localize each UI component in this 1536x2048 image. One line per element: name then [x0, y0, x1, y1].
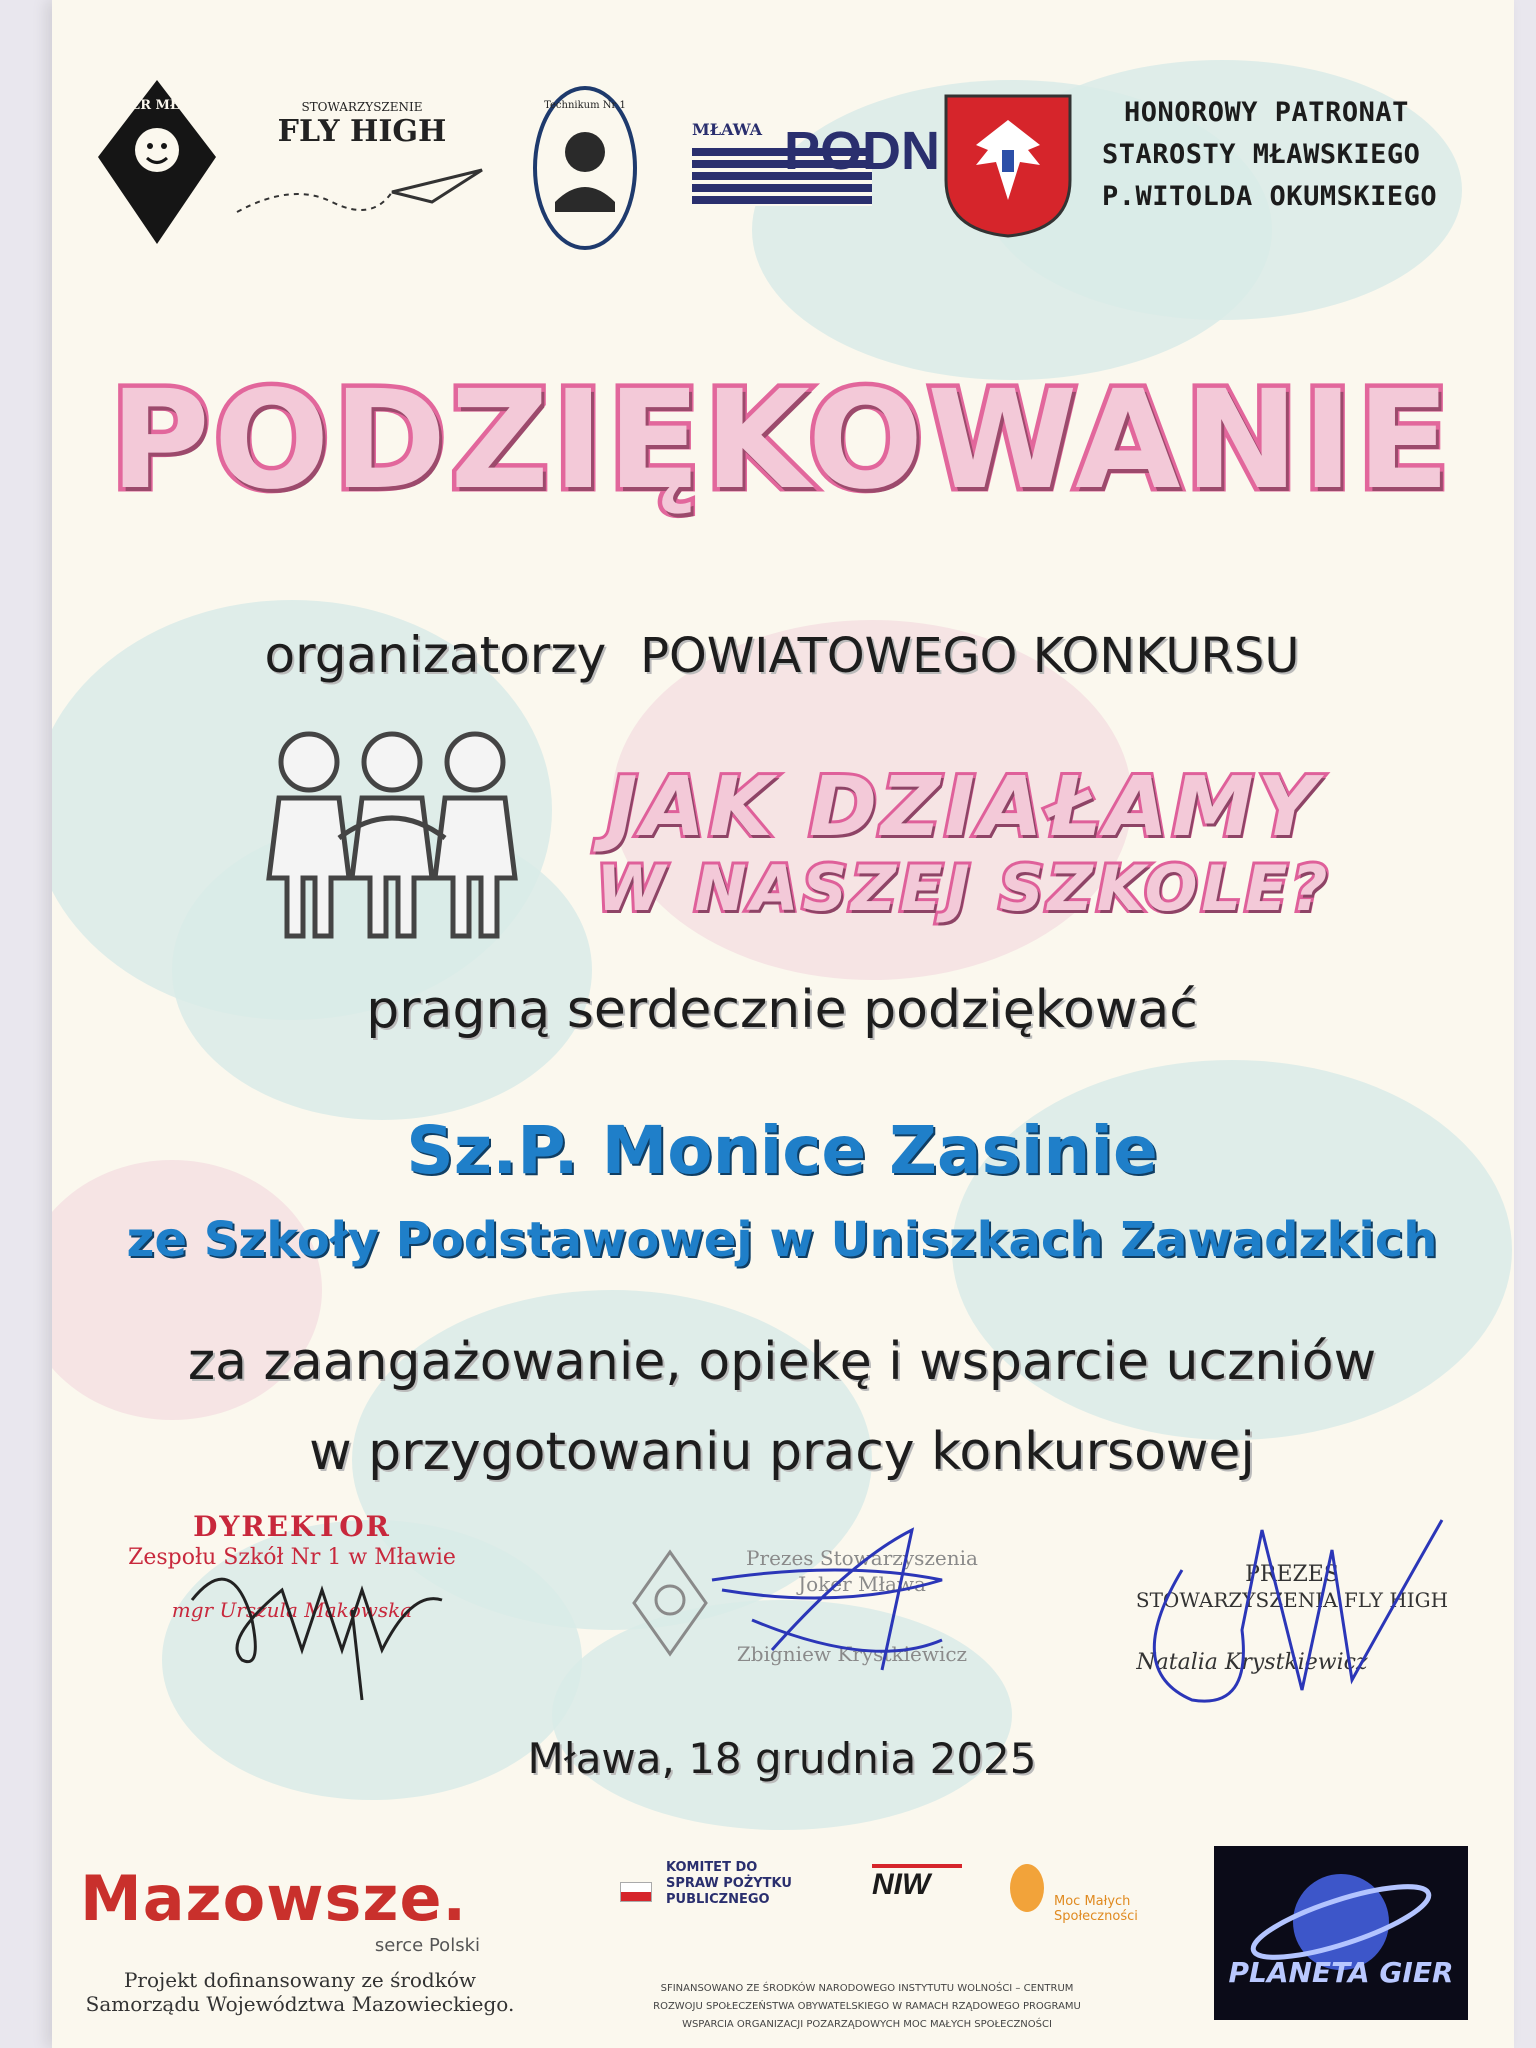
small-print-line2: ROZWOJU SPOŁECZEŃSTWA OBYWATELSKIEGO W RAMACH RZĄDOWEGO PROGRAMU — [653, 2001, 1081, 2012]
podn-logo-small: MŁAWA — [692, 120, 763, 139]
flyhigh-signer-title: PREZES — [1245, 1562, 1339, 1587]
planeta-gier-logo — [1214, 1846, 1468, 2020]
organizers-prefix: organizatorzy — [264, 626, 607, 684]
funding-small-print — [532, 1980, 1202, 2034]
recipient-name: Sz.P. Monice Zasinie — [406, 1112, 1158, 1189]
paper-plane-icon — [232, 152, 492, 222]
reason-line2: w przygotowaniu pracy konkursowej — [309, 1422, 1255, 1482]
mazowsze-tagline: serce Polski — [374, 1935, 480, 1956]
podn-logo-main: PODN — [784, 121, 941, 181]
flyhigh-signer-org: STOWARZYSZENIA FLY HIGH — [1135, 1588, 1449, 1612]
director-signature-scribble — [112, 1510, 472, 1710]
reason-line1: za zaangażowanie, opiekę i wsparcie uczniów — [187, 1332, 1377, 1392]
director-org: Zespołu Szkół Nr 1 w Mławie — [128, 1545, 456, 1570]
flyhigh-logo — [232, 100, 492, 220]
planet-icon — [1214, 1846, 1468, 2020]
komitet-flag-icon — [620, 1882, 652, 1902]
technikum-logo — [530, 82, 640, 254]
director-signature-block — [112, 1510, 472, 1710]
joker-signer-org: Joker Mława — [798, 1572, 926, 1596]
powiat-coat-of-arms — [940, 90, 1076, 240]
people-group-icon — [257, 728, 527, 942]
organizers-line — [112, 626, 1452, 684]
patronage-line2: STAROSTY MŁAWSKIEGO — [1102, 139, 1421, 170]
technikum-logo-text: Technikum Nr 1 — [544, 100, 626, 111]
niw-logo-text: NIW — [872, 1864, 962, 1902]
small-print-line1: SFINANSOWANO ZE ŚRODKÓW NARODOWEGO INSTYTUTU WOLNOŚCI – CENTRUM — [660, 1983, 1074, 1994]
podn-logo — [692, 120, 942, 210]
thanks-line: pragną serdecznie podziękować — [366, 980, 1198, 1040]
date-line: Mława, 18 grudnia 2025 — [527, 1734, 1037, 1783]
director-name: mgr Urszula Makowska — [171, 1598, 413, 1622]
recipient-school: ze Szkoły Podstawowej w Uniszkach Zawadzkich — [126, 1212, 1438, 1268]
three-people-icon — [257, 728, 527, 942]
niw-logo — [872, 1864, 962, 1924]
small-print-line3: WSPARCIA ORGANIZACJI POZARZĄDOWYCH MOC MAŁYCH SPOŁECZNOŚCI — [682, 2019, 1052, 2030]
joker-logo — [92, 72, 222, 252]
honorary-patronage — [1102, 92, 1502, 218]
flyhigh-logo-top: STOWARZYSZENIE — [301, 100, 423, 114]
contest-name-line1: JAK DZIAŁAMY — [606, 760, 1322, 855]
eagle-shield-icon — [940, 90, 1076, 240]
mazowsze-wordmark: Mazowsze. — [80, 1862, 468, 1935]
moc-logo-text: Moc Małych Społeczności — [1054, 1894, 1138, 1924]
funding-line1: Projekt dofinansowany ze środków — [123, 1968, 477, 1992]
director-title: DYREKTOR — [193, 1510, 391, 1543]
joker-signer-name: Zbigniew Krystkiewicz — [736, 1642, 968, 1666]
flyhigh-logo-main: FLY HIGH — [277, 114, 447, 149]
komitet-logo — [620, 1856, 850, 1936]
organizers-main: POWIATOWEGO KONKURSU — [640, 628, 1300, 684]
patronage-line1: HONOROWY PATRONAT — [1124, 97, 1409, 128]
flyhigh-signer-name: Natalia Krystkiewicz — [1136, 1650, 1368, 1675]
patronage-line3: P.WITOLDA OKUMSKIEGO — [1102, 181, 1438, 212]
page-title: PODZIĘKOWANIE — [110, 362, 1454, 520]
planeta-gier-text: PLANETA GIER — [1228, 1956, 1454, 1989]
funding-line2: Samorządu Województwa Mazowieckiego. — [85, 1992, 515, 2016]
flyhigh-signature-block — [1102, 1510, 1482, 1710]
joker-signature-scribble — [612, 1520, 1032, 1680]
joker-signer-title: Prezes Stowarzyszenia — [746, 1546, 978, 1570]
certificate-paper — [52, 0, 1514, 2048]
joker-signature-block — [612, 1520, 1032, 1680]
mazowsze-logo — [80, 1862, 520, 2042]
moc-logo — [1010, 1858, 1180, 1938]
komitet-logo-text: KOMITET DO SPRAW POŻYTKU PUBLICZNEGO — [666, 1860, 792, 1907]
moc-pin-icon — [1010, 1864, 1044, 1912]
joker-logo-text: JOKER MŁAWA — [101, 98, 213, 113]
contest-name-line2: W NASZEJ SZKOLE? — [596, 852, 1332, 925]
flyhigh-signature-scribble — [1102, 1510, 1482, 1710]
